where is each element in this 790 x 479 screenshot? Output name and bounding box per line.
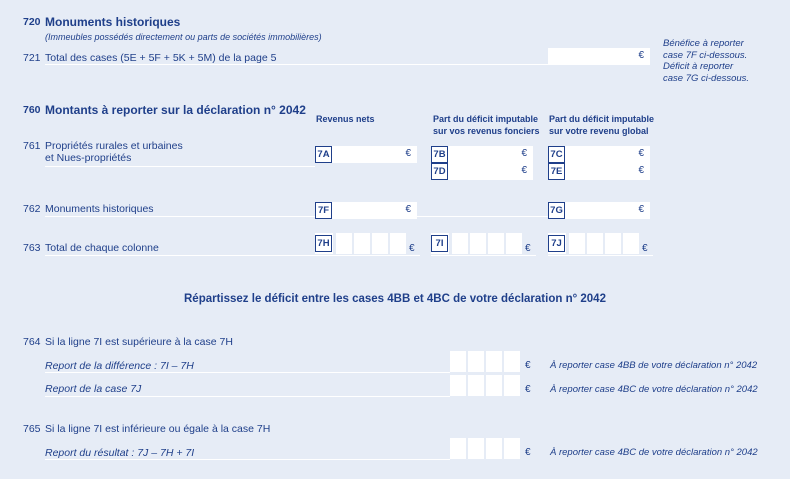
field-7F[interactable]	[315, 202, 417, 219]
digit-cell[interactable]	[372, 233, 388, 254]
euro-symbol: €	[638, 204, 644, 215]
line-764-row1-rule	[45, 372, 450, 373]
euro-symbol: €	[642, 243, 648, 254]
digit-cell[interactable]	[486, 351, 502, 372]
digit-cell[interactable]	[470, 233, 486, 254]
field-721-total[interactable]	[548, 48, 650, 65]
line-763-rule-7J	[548, 255, 653, 256]
line-761-label-1: Propriétés rurales et urbaines	[45, 140, 183, 152]
line-764-row2-rule	[45, 396, 450, 397]
line-761-label-2: et Nues-propriétés	[45, 152, 132, 164]
line-762-rule	[45, 216, 315, 217]
note-line-4: case 7G ci-dessous.	[663, 72, 750, 84]
digit-cell[interactable]	[506, 233, 522, 254]
field-7B[interactable]	[431, 146, 533, 163]
digit-cell[interactable]	[486, 438, 502, 459]
euro-symbol: €	[525, 447, 531, 458]
line-764-number: 764	[23, 336, 41, 348]
digit-cell[interactable]	[587, 233, 603, 254]
note-line-2: case 7F ci-dessous.	[663, 49, 748, 61]
euro-symbol: €	[638, 165, 644, 176]
line-721-label: Total des cases (5E + 5F + 5K + 5M) de la page 5	[45, 52, 277, 64]
line-762-rule-middle	[417, 216, 548, 217]
line-764-label: Si la ligne 7I est supérieure à la case 7H	[45, 336, 233, 348]
code-7B: 7B	[431, 146, 448, 163]
digit-cell[interactable]	[468, 375, 484, 396]
section-720-number: 720	[23, 16, 41, 28]
section-760-number: 760	[23, 104, 41, 116]
code-7A: 7A	[315, 146, 332, 163]
digit-cell[interactable]	[431, 233, 449, 254]
line-763-rule	[45, 255, 315, 256]
line-721-rule	[45, 64, 550, 65]
section-720-title: Monuments historiques	[45, 15, 181, 29]
note-line-1: Bénéfice à reporter	[663, 38, 744, 49]
digit-cell[interactable]	[605, 233, 621, 254]
euro-symbol: €	[525, 360, 531, 371]
field-7G[interactable]	[548, 202, 650, 219]
header-revenus-nets: Revenus nets	[316, 114, 375, 124]
field-7E[interactable]	[548, 163, 650, 180]
field-7D[interactable]	[431, 163, 533, 180]
euro-symbol: €	[521, 148, 527, 159]
header-deficit-fonciers-line-1: Part du déficit imputable	[433, 114, 539, 124]
digit-cell[interactable]	[450, 438, 466, 459]
code-7J: 7J	[548, 235, 565, 252]
euro-symbol: €	[638, 148, 644, 159]
line-762-number: 762	[23, 203, 41, 215]
header-deficit-fonciers	[433, 113, 540, 137]
digit-cell[interactable]	[468, 438, 484, 459]
line-763-label: Total de chaque colonne	[45, 242, 159, 254]
digit-cell[interactable]	[504, 351, 520, 372]
line-765-row1-target: À reporter case 4BC de votre déclaration n° 2042	[550, 447, 758, 458]
code-7E: 7E	[548, 163, 565, 180]
header-deficit-global-line-1: Part du déficit imputable	[549, 114, 655, 124]
code-7I: 7I	[431, 235, 448, 252]
euro-symbol: €	[525, 384, 531, 395]
line-763-rule-7H	[315, 255, 420, 256]
line-765-label: Si la ligne 7I est inférieure ou égale à la case 7H	[45, 423, 271, 435]
line-765-number: 765	[23, 423, 41, 435]
digit-cell[interactable]	[336, 233, 352, 254]
digit-cell[interactable]	[354, 233, 370, 254]
euro-symbol: €	[525, 243, 531, 254]
digit-cell[interactable]	[450, 375, 466, 396]
digit-cell[interactable]	[468, 351, 484, 372]
euro-symbol: €	[521, 165, 527, 176]
digit-cell[interactable]	[623, 233, 639, 254]
code-7H: 7H	[315, 235, 332, 252]
euro-symbol: €	[405, 148, 411, 159]
note-721	[663, 38, 749, 84]
euro-symbol: €	[638, 50, 644, 61]
header-deficit-fonciers-line-2: sur vos revenus fonciers	[433, 126, 540, 136]
field-7C[interactable]	[548, 146, 650, 163]
line-763-rule-7I	[431, 255, 536, 256]
repartition-title: Répartissez le déficit entre les cases 4BB et 4BC de votre déclaration n° 2042	[184, 293, 606, 305]
digit-cell[interactable]	[504, 375, 520, 396]
digit-cell[interactable]	[486, 375, 502, 396]
header-deficit-global-line-2: sur votre revenu global	[549, 126, 649, 136]
line-721-number: 721	[23, 52, 41, 64]
field-7A[interactable]	[315, 146, 417, 163]
digit-cell[interactable]	[450, 351, 466, 372]
line-765-row1-rule	[45, 459, 450, 460]
line-761-label	[45, 140, 183, 164]
header-deficit-global	[549, 113, 654, 137]
line-763-number: 763	[23, 242, 41, 254]
code-7F: 7F	[315, 202, 332, 219]
section-720-subtitle: (Immeubles possédés directement ou parts de sociétés immobilières)	[45, 32, 322, 42]
line-762-label: Monuments historiques	[45, 203, 154, 215]
digit-cell[interactable]	[315, 233, 333, 254]
line-764-row2-label: Report de la case 7J	[45, 383, 142, 395]
line-761-rule	[45, 166, 315, 167]
line-764-row2-target: À reporter case 4BC de votre déclaration n° 2042	[550, 384, 758, 395]
line-764-row1-target: À reporter case 4BB de votre déclaration n° 2042	[550, 360, 758, 371]
code-7C: 7C	[548, 146, 565, 163]
digit-cell[interactable]	[548, 233, 566, 254]
digit-cell[interactable]	[488, 233, 504, 254]
line-764-row1-label: Report de la différence : 7I – 7H	[45, 360, 194, 372]
line-765-row1-label: Report du résultat : 7J – 7H + 7I	[45, 447, 195, 459]
digit-cell[interactable]	[390, 233, 406, 254]
euro-symbol: €	[405, 204, 411, 215]
digit-cell[interactable]	[452, 233, 468, 254]
section-760-title: Montants à reporter sur la déclaration n° 2042	[45, 103, 306, 117]
code-7G: 7G	[548, 202, 565, 219]
digit-cell[interactable]	[504, 438, 520, 459]
note-line-3: Déficit à reporter	[663, 61, 734, 72]
digit-cell[interactable]	[569, 233, 585, 254]
line-761-number: 761	[23, 140, 41, 152]
code-7D: 7D	[431, 163, 448, 180]
euro-symbol: €	[409, 243, 415, 254]
